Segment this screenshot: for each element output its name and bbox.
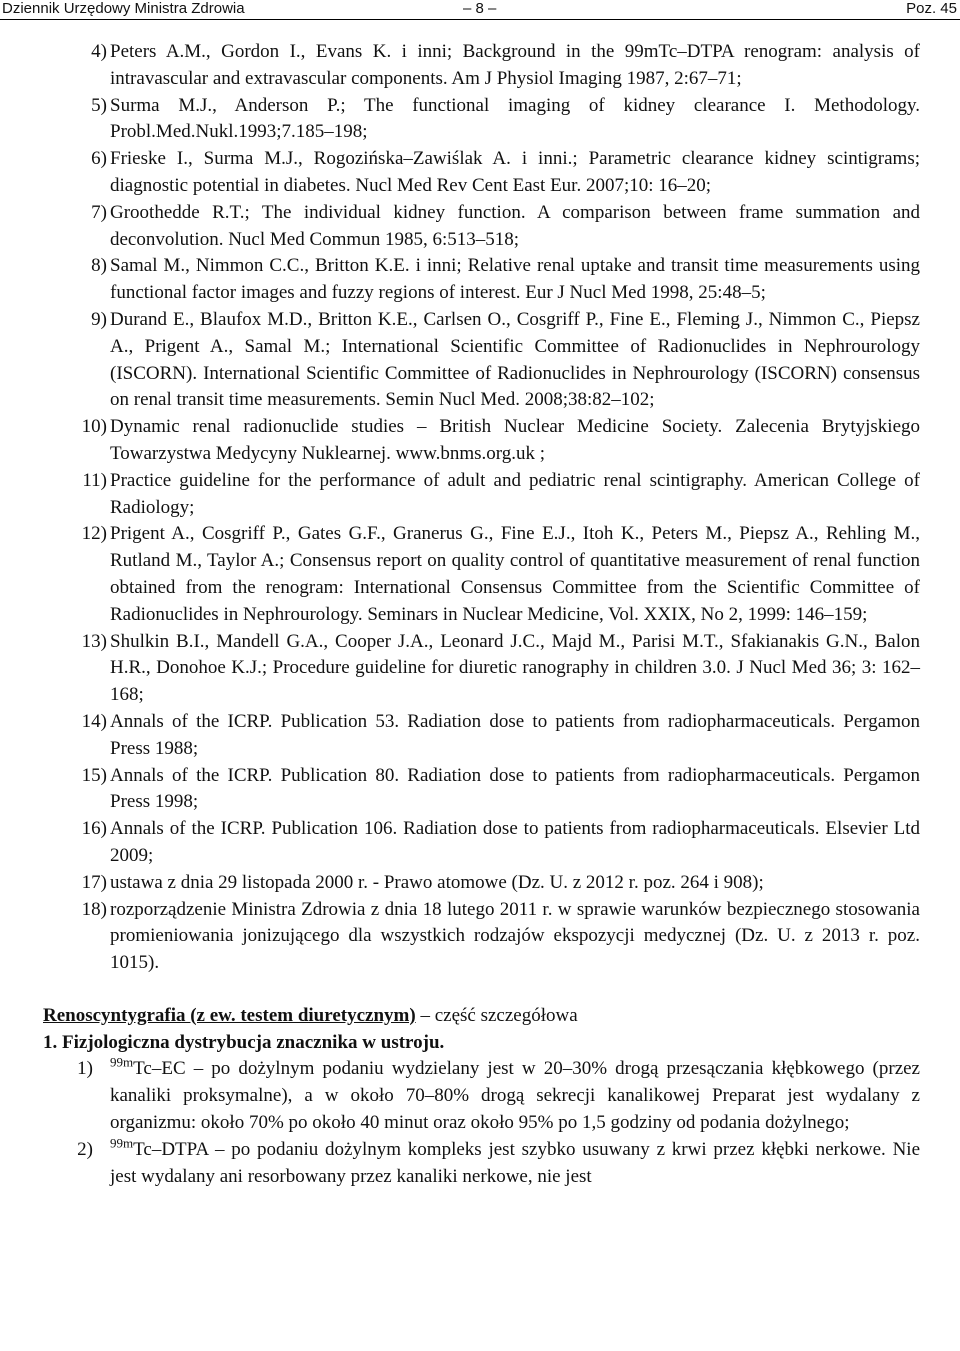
reference-text: Practice guideline for the performance of adult and pediatric renal scintigraphy. American College of Radiology;: [110, 469, 920, 518]
reference-number: 16): [81, 818, 107, 840]
section-subtitle: 1. Fizjologiczna dystrybucja znacznika w ustroju.: [43, 1031, 445, 1053]
reference-item: [43, 93, 920, 147]
reference-item: [43, 870, 920, 897]
reference-item: [43, 253, 920, 307]
reference-number: 15): [81, 764, 107, 786]
reference-number: 18): [81, 898, 107, 920]
section-gap: [43, 977, 920, 1003]
reference-item: [43, 200, 920, 254]
reference-item: [43, 629, 920, 709]
distribution-list: [43, 1056, 920, 1190]
reference-text: Dynamic renal radionuclide studies – British Nuclear Medicine Society. Zalecenia Brytyjskiego Towarzystwa Medycyny Nuklearnej. www.bnms.org.uk ;: [110, 416, 920, 464]
item-number: 2): [77, 1138, 93, 1160]
reference-text: Shulkin B.I., Mandell G.A., Cooper J.A., Leonard J.C., Majd M., Parisi M.T., Sfakianakis G.N., Balon H.R., Donohoe K.J.; Procedure guideline for diuretic ranography in children 3.0. J Nucl Med 36; 3: 162–168;: [110, 630, 920, 706]
reference-number: 17): [81, 871, 107, 893]
reference-item: [43, 307, 920, 414]
reference-text: Peters A.M., Gordon I., Evans K. i inni; Background in the 99mTc–DTPA renogram: analysis of intravascular and extravascular components. Am J Physiol Imaging 1987, 2:67–71;: [110, 41, 920, 89]
reference-list: [43, 39, 920, 977]
reference-text: Groothedde R.T.; The individual kidney function. A comparison between frame summation and deconvolution. Nucl Med Commun 1985, 6:513–518;: [110, 201, 920, 250]
isotope-superscript: 99m: [110, 1055, 134, 1071]
item-text: Tc–EC – po dożylnym podaniu wydzielany jest w 20–30% drogą przesączania kłębkowego (przez kanaliki proksymalne), a w około 70–80% drogą sekrecji kanalikowej Preparat jest wydalany z organizmu: około 70% po około 40 minut oraz około 95% po 1,5 godziny od podania dożylnego;: [110, 1058, 920, 1134]
reference-number: 8): [91, 255, 107, 277]
reference-text: Samal M., Nimmon C.C., Britton K.E. i inni; Relative renal uptake and transit time measurements using functional factor images and fuzzy regions of interest. Eur J Nucl Med 1998, 25:48–5;: [110, 255, 920, 304]
reference-item: [43, 763, 920, 817]
reference-number: 4): [91, 41, 107, 62]
header-rule: [0, 19, 960, 20]
reference-text: rozporządzenie Ministra Zdrowia z dnia 18 lutego 2011 r. w sprawie warunków bezpiecznego stosowania promieniowania jonizującego dla wszystkich rodzajów ekspozycji medycznej (Dz. U. z 2013 r. poz. 1015).: [110, 898, 920, 974]
reference-number: 11): [82, 469, 107, 491]
reference-text: Annals of the ICRP. Publication 106. Radiation dose to patients from radiopharmaceuticals. Elsevier Ltd 2009;: [110, 818, 920, 866]
reference-item: [43, 468, 920, 522]
reference-number: 10): [81, 416, 107, 438]
section-title-rest: – część szczegółowa: [415, 1004, 578, 1026]
section-title: [43, 1003, 920, 1030]
reference-text: Prigent A., Cosgriff P., Gates G.F., Granerus G., Fine E.J., Itoh K., Peters M., Piepsz A., Rehling M., Rutland M., Taylor A.; Consensus report on quality control of quantitative measurement of renal function obtained from the renogram: International Consensus Committee from the Scientific Committee of Radionuclides in Nephrourology. Seminars in Nuclear Medicine, Vol. XXIX, No 2, 1999: 146–159;: [110, 523, 920, 625]
reference-text: Durand E., Blaufox M.D., Britton K.E., Carlsen O., Cosgriff P., Fine E., Fleming J., Nimmon C., Piepsz A., Prigent A., Samal M.; International Scientific Committee of Radionuclides in Nephrourology (ISCORN). International Scientific Committee of Radionuclides in Nephrourology (ISCORN) consensus on renal transit time measurements. Semin Nucl Med. 2008;38:82–102;: [110, 308, 920, 411]
item-text: Tc–DTPA – po podaniu dożylnym kompleks jest szybko usuwany z krwi przez kłębki nerkowe. Nie jest wydalany ani resorbowany przez kanaliki nerkowe, nie jest: [110, 1138, 920, 1187]
reference-number: 14): [81, 710, 107, 732]
reference-text: Annals of the ICRP. Publication 53. Radiation dose to patients from radiopharmaceuticals. Pergamon Press 1988;: [110, 710, 920, 759]
distribution-item: [43, 1056, 920, 1136]
reference-item: [43, 816, 920, 870]
reference-number: 7): [91, 201, 107, 223]
item-number: 1): [77, 1058, 93, 1080]
reference-number: 9): [91, 308, 107, 330]
reference-number: 12): [81, 523, 107, 545]
reference-number: 6): [91, 148, 107, 170]
reference-item: [43, 521, 920, 628]
reference-item: [43, 414, 920, 468]
reference-number: 5): [91, 94, 107, 116]
reference-text: Frieske I., Surma M.J., Rogozińska–Zawiślak A. i inni.; Parametric clearance kidney scintigrams; diagnostic potential in diabetes. Nucl Med Rev Cent East Eur. 2007;10: 16–20;: [110, 148, 920, 196]
document-body: [43, 39, 920, 1190]
reference-text: Surma M.J., Anderson P.; The functional imaging of kidney clearance I. Methodology. Probl.Med.Nukl.1993;7.185–198;: [110, 94, 920, 143]
section-title-main: Renoscyntygrafia (z ew. testem diuretycznym): [43, 1004, 416, 1026]
reference-text: Annals of the ICRP. Publication 80. Radiation dose to patients from radiopharmaceuticals. Pergamon Press 1998;: [110, 764, 920, 813]
position-number: Poz. 45: [906, 0, 957, 17]
distribution-item: [43, 1137, 920, 1191]
reference-item: [43, 709, 920, 763]
isotope-superscript: 99m: [110, 1135, 134, 1151]
reference-number: 13): [81, 630, 107, 652]
page-header: [0, 0, 960, 20]
journal-title: Dziennik Urzędowy Ministra Zdrowia: [2, 0, 245, 17]
reference-item: [43, 897, 920, 977]
reference-item: [43, 146, 920, 200]
reference-text: ustawa z dnia 29 listopada 2000 r. - Prawo atomowe (Dz. U. z 2012 r. poz. 264 i 908);: [110, 871, 764, 893]
reference-item: [43, 39, 920, 93]
page-number: – 8 –: [463, 0, 497, 17]
